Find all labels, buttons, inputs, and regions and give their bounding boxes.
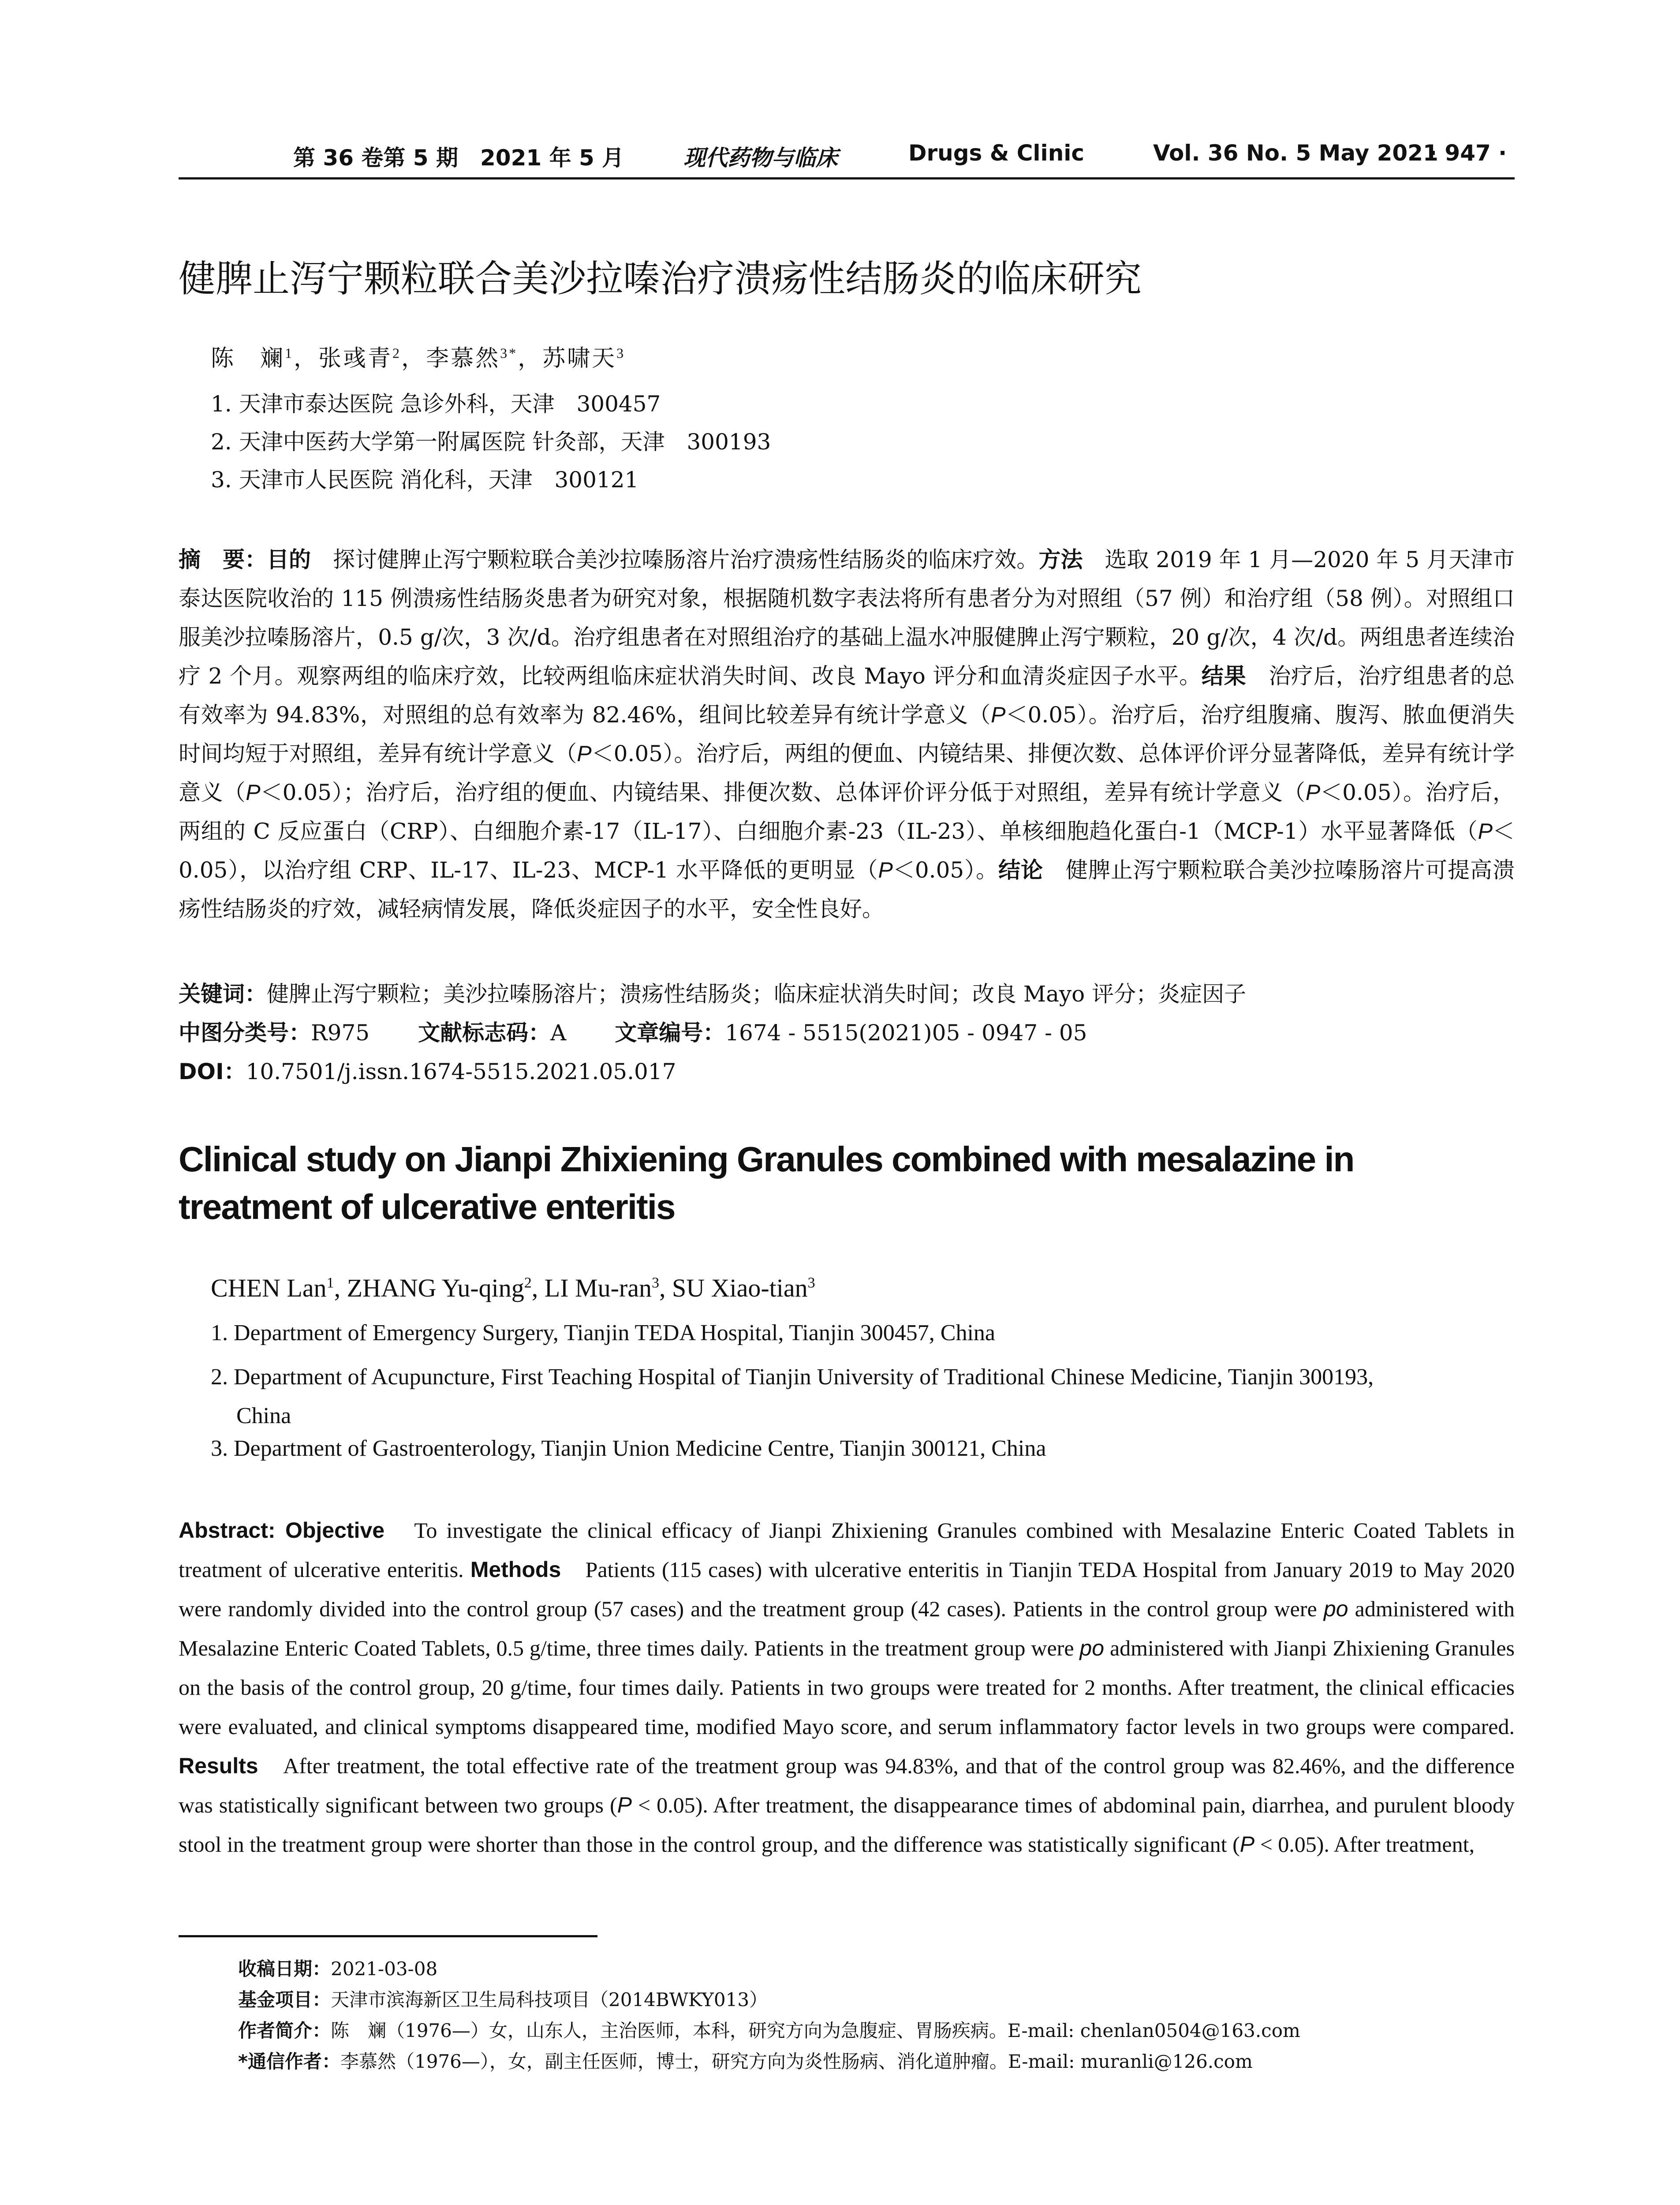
en-results-text: < 0.05). After treatment, <box>1254 1832 1475 1857</box>
header-issue-cn: 第 36 卷第 5 期 2021 年 5 月 <box>293 145 624 171</box>
cn-affiliation: 3. 天津市人民医院 消化科，天津 300121 <box>211 467 639 493</box>
cn-results-text: 治疗后，治疗组患者的总有效率为 94.83%，对照组的总有效率为 82.46%，组间比较差异有统计学意义（ <box>179 663 1515 728</box>
en-author-4: SU Xiao-tian <box>672 1274 808 1302</box>
en-affiliation: 3. Department of Gastroenterology, Tianjin Union Medicine Centre, Tianjin 300121, China <box>211 1436 1046 1461</box>
en-results-label: Results <box>179 1753 258 1778</box>
cn-methods-text: 选取 2019 年 1 月—2020 年 5 月天津市泰达医院收治的 115 例溃疡性结肠炎患者为研究对象，根据随机数字表法将所有患者分为对照组（57 例）和治疗组（58 例）。对照组口服美沙拉嗪肠溶片，0.5 g/次，3 次/d。治疗组患者在对照组治疗的基础上温水冲服健脾止泻宁颗粒，20 g/次，4 次/d。两组患者连续治疗 2 个月。观察两组的临床疗效，比较两组临床症状消失时间、改良 Mayo 评分和血清炎症因子水平。 <box>179 547 1515 689</box>
received-label: 收稿日期： <box>238 1958 331 1980</box>
cn-results-text: ＜0.05）。治疗后，两组的 C 反应蛋白（CRP）、白细胞介素-17（IL-17）、白细胞介素-23（IL-23）、单核细胞趋化蛋白-1（MCP-1）水平显著降低（ <box>179 780 1515 844</box>
cn-abstract <box>179 540 1515 968</box>
cn-keywords-label: 关键词： <box>179 981 267 1007</box>
cn-author-1: 陈 斓 <box>211 346 285 371</box>
doi <box>179 1052 1515 1091</box>
en-author-separator: , <box>659 1274 672 1302</box>
cn-classification <box>179 1013 1515 1052</box>
en-author-2-affil: 2 <box>524 1274 532 1291</box>
header-issue-en: Vol. 36 No. 5 May 2021 <box>1153 140 1438 166</box>
cn-affiliation: 1. 天津市泰达医院 急诊外科，天津 300457 <box>211 391 661 417</box>
en-author-3: LI Mu-ran <box>544 1274 652 1302</box>
cn-conclusion-label: 结论 <box>998 857 1043 883</box>
clc-value: R975 <box>311 1020 370 1046</box>
cn-results-text: ＜0.05），以治疗组 CRP、IL-17、IL-23、MCP-1 水平降低的更明显（ <box>179 818 1515 883</box>
en-author-1-affil: 1 <box>326 1274 334 1291</box>
po-abbrev: po <box>1079 1636 1105 1660</box>
bio-label: 作者简介： <box>238 2020 331 2041</box>
en-author-4-affil: 3 <box>807 1274 815 1291</box>
footnote-author-bio <box>238 2016 1300 2043</box>
en-author-separator: , <box>334 1274 347 1302</box>
p-value-symbol: P <box>617 1793 632 1817</box>
po-abbrev: po <box>1323 1596 1348 1621</box>
en-objective-text: To investigate the clinical efficacy of Jianpi Zhixiening Granules combined with Mesalazine Enteric Coated Tablets in treatment of ulcerative enteritis. <box>179 1518 1515 1582</box>
cn-results-text: ＜0.05）。 <box>892 857 999 883</box>
cn-results-text: ＜0.05）；治疗后，治疗组的便血、内镜结果、排便次数、总体评价评分低于对照组，差异有统计学意义（ <box>260 780 1306 805</box>
header-journal-en: Drugs & Clinic <box>908 140 1085 166</box>
en-author-1: CHEN Lan <box>211 1274 327 1302</box>
p-value-symbol: P <box>878 858 893 882</box>
cn-author-separator: ， <box>401 346 426 371</box>
en-authors <box>211 1273 815 1303</box>
en-affiliation-line: China <box>236 1403 291 1428</box>
en-methods-label: Methods <box>470 1557 561 1582</box>
cn-results-text: ＜0.05）。治疗后，治疗组腹痛、腹泻、脓血便消失时间均短于对照组，差异有统计学意义（ <box>179 702 1515 766</box>
doc-code-label: 文献标志码： <box>418 1020 551 1046</box>
doi-label: DOI： <box>179 1059 246 1084</box>
cn-results-text: ＜0.05）。治疗后，两组的便血、内镜结果、排便次数、总体评价评分显著降低，差异有统计学意义（ <box>179 741 1515 805</box>
cn-author-1-affil: 1 <box>285 345 294 361</box>
p-value-symbol: P <box>577 741 592 766</box>
p-value-symbol: P <box>1239 1832 1255 1857</box>
header-rule <box>179 177 1515 179</box>
cn-conclusion-text: 健脾止泻宁颗粒联合美沙拉嗪肠溶片可提高溃疡性结肠炎的疗效，减轻病情发展，降低炎症因子的水平，安全性良好。 <box>179 857 1515 922</box>
cn-keywords-text: 健脾止泻宁颗粒；美沙拉嗪肠溶片；溃疡性结肠炎；临床症状消失时间；改良 Mayo 评分；炎症因子 <box>267 981 1247 1007</box>
article-no-label: 文章编号： <box>615 1020 725 1046</box>
doc-code-value: A <box>550 1020 567 1046</box>
en-results-text: < 0.05). After treatment, the disappearance times of abdominal pain, diarrhea, and purulent bloody stool in the treatment group were shorter than those in the control group, and the difference was statistically significant ( <box>179 1793 1515 1857</box>
cn-author-3: 李慕然 <box>426 346 500 371</box>
cn-author-2: 张彧青 <box>318 346 393 371</box>
cn-keywords <box>179 975 1515 1013</box>
corr-text: 李慕然（1976—），女，副主任医师，博士，研究方向为炎性肠病、消化道肿瘤。E-mail: muranli@126.com <box>340 2051 1253 2072</box>
cn-affiliation: 2. 天津中医药大学第一附属医院 针灸部，天津 300193 <box>211 429 771 455</box>
fund-text: 天津市滨海新区卫生局科技项目（2014BWKY013） <box>331 1989 768 2011</box>
corr-label: *通信作者： <box>238 2051 340 2072</box>
en-abstract <box>179 1511 1515 1908</box>
cn-author-4: 苏啸天 <box>542 346 617 371</box>
en-results-text: After treatment, the total effective rate of the treatment group was 94.83%, and that of the control group was 82.46%, and the difference was statistically significant between two groups ( <box>179 1753 1515 1817</box>
bio-text: 陈 斓（1976—）女，山东人，主治医师，本科，研究方向为急腹症、胃肠疾病。E-mail: chenlan0504@163.com <box>331 2020 1300 2041</box>
cn-author-separator: ， <box>518 346 543 371</box>
cn-author-separator: ， <box>294 346 319 371</box>
running-header <box>179 140 1515 176</box>
cn-methods-label: 方法 <box>1038 547 1083 572</box>
footnote-funding <box>238 1985 768 2012</box>
cn-author-2-affil: 2 <box>392 345 402 361</box>
p-value-symbol: P <box>991 703 1006 727</box>
doi-value: 10.7501/j.issn.1674-5515.2021.05.017 <box>246 1059 676 1084</box>
footnote-rule <box>179 1935 597 1937</box>
cn-results-label: 结果 <box>1201 663 1247 689</box>
header-page-number: · 947 · <box>1429 140 1507 166</box>
cn-authors <box>211 340 625 373</box>
cn-abstract-label: 摘 要： <box>179 547 267 572</box>
cn-objective-text: 探讨健脾止泻宁颗粒联合美沙拉嗪肠溶片治疗溃疡性结肠炎的临床疗效。 <box>311 547 1039 572</box>
cn-author-3-affil: 3* <box>500 345 518 361</box>
en-author-2: ZHANG Yu-qing <box>347 1274 524 1302</box>
clc-label: 中图分类号： <box>179 1020 311 1046</box>
footnote-received <box>238 1955 437 1981</box>
en-affiliation-line: 2. Department of Acupuncture, First Teaching Hospital of Tianjin University of Traditional Chinese Medicine, Tianjin 300193, <box>211 1364 1374 1390</box>
en-affiliation <box>211 1358 1516 1435</box>
cn-title: 健脾止泻宁颗粒联合美沙拉嗪治疗溃疡性结肠炎的临床研究 <box>179 257 1142 300</box>
en-abstract-label: Abstract: Objective <box>179 1518 385 1543</box>
p-value-symbol: P <box>246 780 261 805</box>
article-no-value: 1674 - 5515(2021)05 - 0947 - 05 <box>725 1020 1087 1046</box>
footnote-corresponding-author <box>238 2047 1253 2074</box>
header-journal-cn: 现代药物与临床 <box>683 145 838 171</box>
en-methods-text: Patients (115 cases) with ulcerative enteritis in Tianjin TEDA Hospital from January 2019 to May 2020 were randomly divided into the control group (57 cases) and the treatment group (42 cases). Patients in the control group were <box>179 1557 1515 1621</box>
en-methods-text: administered with Mesalazine Enteric Coated Tablets, 0.5 g/time, three times daily. Patients in the treatment group were <box>179 1596 1515 1660</box>
en-methods-text: administered with Jianpi Zhixiening Granules on the basis of the control group, 20 g/time, four times daily. Patients in two groups were treated for 2 months. After treatment, the clinical efficacies were evaluated, and clinical symptoms disappeared time, modified Mayo score, and serum inflammatory factor levels in two groups were compared. <box>179 1636 1515 1739</box>
en-author-3-affil: 3 <box>651 1274 659 1291</box>
cn-objective-label: 目的 <box>267 547 311 572</box>
p-value-symbol: P <box>1478 819 1493 844</box>
en-title: Clinical study on Jianpi Zhixiening Granules combined with mesalazine in treatment of ulcerative enteritis <box>179 1140 1354 1226</box>
en-affiliation: 1. Department of Emergency Surgery, Tianjin TEDA Hospital, Tianjin 300457, China <box>211 1320 995 1345</box>
cn-author-4-affil: 3 <box>616 345 626 361</box>
fund-label: 基金项目： <box>238 1989 331 2011</box>
received-date: 2021-03-08 <box>331 1958 438 1980</box>
p-value-symbol: P <box>1305 780 1321 805</box>
en-author-separator: , <box>531 1274 545 1302</box>
